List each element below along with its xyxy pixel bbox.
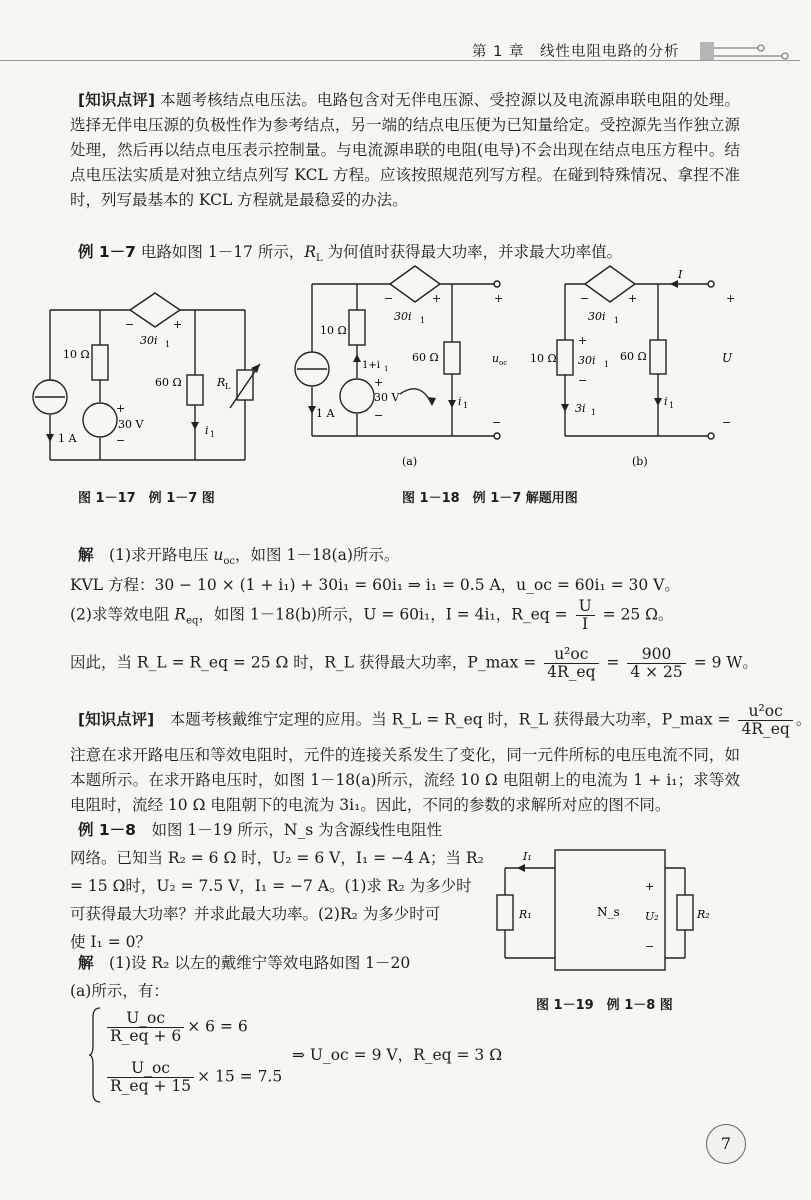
- svg-text:1: 1: [669, 401, 675, 410]
- svg-text:U₂: U₂: [645, 910, 659, 923]
- svg-text:3i: 3i: [575, 402, 586, 415]
- header-decoration-icon: [700, 36, 790, 66]
- comment-text-1: 本题考核结点电压法。电路包含对无伴电压源、受控源以及电流源串联电阻的处理。选择无伴电压源的负极性作为参考结点，另一端的结点电压便为已知量给定。受控源先当作独立源处理，然后再以结点电压表示控制量。与电流源串联的电阻(电导)不会出现在结点电压方程中。结点电压法实质是对独立结点列写 KCL 方程。应该按照规范列写方程。在碰到特殊情况、拿捏不准时，列写最基本的 KCL 方程就是最稳妥的办法。: [70, 91, 740, 209]
- svg-text:1: 1: [210, 430, 216, 439]
- svg-text:−: −: [580, 292, 590, 305]
- svg-text:I: I: [678, 268, 683, 281]
- svg-text:oc: oc: [499, 359, 508, 367]
- figure-1-19-caption: 图 1－19 例 1－8 图: [536, 998, 673, 1013]
- svg-text:1: 1: [463, 401, 469, 410]
- svg-text:10 Ω: 10 Ω: [320, 324, 347, 337]
- svg-text:+: +: [645, 880, 655, 893]
- svg-text:R₁: R₁: [519, 908, 532, 921]
- svg-text:1: 1: [384, 365, 389, 373]
- figure-1-18a-circuit: [282, 262, 522, 472]
- svg-text:30i: 30i: [578, 354, 596, 367]
- svg-text:60 Ω: 60 Ω: [155, 376, 182, 389]
- svg-text:+: +: [494, 292, 504, 305]
- svg-text:+: +: [628, 292, 638, 305]
- svg-text:R: R: [217, 376, 226, 389]
- figure-1-17-circuit: [30, 290, 280, 480]
- solution-2-line-2: (a)所示，有：: [70, 982, 169, 1000]
- svg-text:−: −: [722, 416, 732, 429]
- brace-icon: [88, 1005, 102, 1105]
- comment-paragraph-1: [70, 88, 740, 213]
- svg-text:1: 1: [614, 316, 620, 325]
- solution-2-line-1: 解 (1)设 R₂ 以左的戴维宁等效电路如图 1－20: [78, 954, 411, 972]
- equation-1: $\frac{U\_oc}{R\_eq + 6}$ × 6 = 6: [104, 1010, 248, 1045]
- svg-text:−: −: [125, 318, 135, 331]
- svg-text:30 V: 30 V: [374, 391, 400, 404]
- comment-paragraph-2-first-line: [知识点评] 本题考核戴维宁定理的应用。当 R_L = R_eq 时，R_L 获得最大功率，P_max = $\frac{\text{u²oc}}{4R\_eq}$ 。: [78, 702, 811, 738]
- example-1-7-statement: 例 1－7 电路如图 1－17 所示，$R_L$ 为何值时获得最大功率，并求最大功率值。: [78, 243, 623, 265]
- fraction-pmax-value: $\frac{900}{4 \times 25}$: [627, 646, 685, 681]
- svg-text:1: 1: [165, 340, 171, 349]
- solution-1-kvl: KVL 方程：30 − 10 × (1 + i₁) + 30i₁ = 60i₁ ⇒ i₁ = 0.5 A，u_oc = 60i₁ = 30 V。: [70, 576, 680, 594]
- solution-1-line-3: (2)求等效电阻 $R_{eq}$，如图 1－18(b)所示，U = 60i₁，I = 4i₁，R_eq = $\frac{U}{I}$ = 25 Ω。: [70, 597, 674, 633]
- figure-1-18b-circuit: [530, 262, 770, 472]
- svg-text:−: −: [374, 409, 384, 422]
- page-number: 7: [706, 1124, 746, 1164]
- fraction-pmax-2: $\frac{\text{u²oc}}{4R\_eq}$: [738, 703, 792, 738]
- svg-text:−: −: [384, 292, 394, 305]
- svg-text:u: u: [492, 352, 500, 365]
- svg-text:+: +: [173, 318, 183, 331]
- svg-text:−: −: [578, 374, 588, 387]
- svg-text:30i: 30i: [588, 310, 606, 323]
- svg-text:U: U: [722, 351, 733, 365]
- example-1-8-label: 例 1－8: [78, 821, 136, 839]
- example-1-8-line-2: 网络。已知当 R₂ = 6 Ω 时，U₂ = 6 V，I₁ = −4 A；当 R₂: [70, 849, 484, 867]
- svg-text:1: 1: [604, 360, 610, 369]
- example-1-7-label: 例 1－7: [78, 243, 136, 261]
- svg-text:L: L: [225, 382, 231, 391]
- svg-text:+: +: [374, 376, 384, 389]
- svg-text:(a): (a): [402, 455, 418, 468]
- svg-text:1+i: 1+i: [362, 360, 380, 371]
- figure-1-19-circuit: [485, 840, 715, 980]
- svg-text:−: −: [116, 434, 126, 447]
- fraction-u-over-i: $\frac{U}{I}$: [576, 598, 595, 633]
- running-header-title: 第 1 章 线性电阻电路的分析: [472, 44, 680, 60]
- svg-text:i: i: [458, 395, 462, 408]
- example-1-8-line-3: = 15 Ω时，U₂ = 7.5 V，I₁ = −7 A。(1)求 R₂ 为多少时: [70, 877, 472, 895]
- example-1-8-line-5: 使 I₁ = 0？: [70, 933, 151, 951]
- svg-text:(b): (b): [632, 455, 648, 468]
- example-1-8-line-4: 可获得最大功率？并求此最大功率。(2)R₂ 为多少时可: [70, 905, 441, 923]
- svg-text:1: 1: [420, 316, 426, 325]
- comment-paragraph-2-rest: 注意在求开路电压和等效电阻时，元件的连接关系发生了变化，同一元件所标的电压电流不同，如本题所示。在求开路电压时，如图 1－18(a)所示，流经 10 Ω 电阻朝上的电流为 1 + i₁；求等效电阻时，流经 10 Ω 电阻朝下的电流为 3i₁。因此，不同的参数的求解所对应的图不同。: [70, 746, 740, 814]
- solution-1-line-4: 因此，当 R_L = R_eq = 25 Ω 时，R_L 获得最大功率，P_max = $\frac{\text{u²oc}}{4R\_eq}$ = $\frac{900}{4 \times 25}$ = 9 W。: [70, 645, 758, 681]
- example-1-8-line-1: 例 1－8 如图 1－19 所示，N_s 为含源线性电阻性: [78, 821, 443, 839]
- fraction-pmax: $\frac{\text{u²oc}}{4R\_eq}$: [544, 646, 598, 681]
- svg-text:i: i: [205, 424, 209, 437]
- svg-text:10 Ω: 10 Ω: [63, 348, 90, 361]
- figure-1-17-caption: 图 1－17 例 1－7 图: [78, 491, 215, 506]
- comment-tag-2: [知识点评]: [78, 710, 155, 729]
- svg-text:30 V: 30 V: [118, 418, 144, 431]
- equation-result: ⇒ U_oc = 9 V，R_eq = 3 Ω: [292, 1046, 503, 1064]
- svg-text:+: +: [578, 334, 588, 347]
- header-rule: [0, 60, 800, 61]
- svg-text:60 Ω: 60 Ω: [620, 350, 647, 363]
- svg-text:1 A: 1 A: [58, 432, 77, 445]
- svg-text:1 A: 1 A: [316, 407, 335, 420]
- svg-text:N_s: N_s: [597, 905, 620, 919]
- figure-1-18-caption: 图 1－18 例 1－7 解题用图: [402, 491, 578, 506]
- svg-text:+: +: [432, 292, 442, 305]
- svg-text:i: i: [664, 395, 668, 408]
- comment-tag-1: [知识点评]: [78, 91, 156, 109]
- svg-text:10 Ω: 10 Ω: [530, 352, 557, 365]
- svg-text:60 Ω: 60 Ω: [412, 351, 439, 364]
- svg-text:+: +: [116, 402, 126, 415]
- svg-text:30i: 30i: [140, 334, 158, 347]
- svg-text:−: −: [645, 940, 655, 953]
- svg-text:30i: 30i: [394, 310, 412, 323]
- equation-2: $\frac{U\_oc}{R\_eq + 15}$ × 15 = 7.5: [104, 1060, 282, 1095]
- svg-text:−: −: [492, 416, 502, 429]
- solution-1-line-1: 解 (1)求开路电压 $u_{oc}$，如图 1－18(a)所示。: [78, 546, 400, 568]
- svg-text:1: 1: [591, 408, 597, 417]
- svg-text:+: +: [726, 292, 736, 305]
- svg-text:R₂: R₂: [697, 908, 710, 921]
- svg-text:I₁: I₁: [523, 850, 532, 863]
